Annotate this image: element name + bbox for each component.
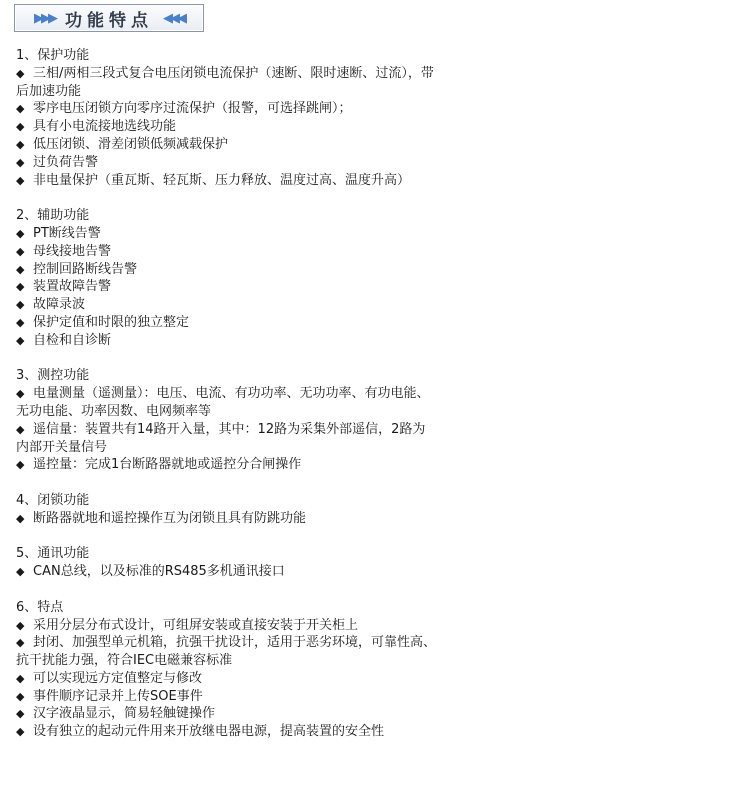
list-item-text: CAN总线，以及标准的RS485多机通讯接口	[33, 564, 285, 580]
list-item	[16, 563, 436, 581]
list-item	[16, 100, 436, 118]
list-item	[16, 670, 436, 688]
diamond-bullet-icon: ◆	[16, 387, 25, 401]
list-item-text: PT断线告警	[33, 225, 101, 241]
diamond-bullet-icon: ◆	[16, 262, 25, 276]
list-item-text: 母线接地告警	[33, 243, 112, 259]
list-item-text: 低压闭锁、滑差闭锁低频减载保护	[33, 136, 229, 152]
list-item	[16, 65, 436, 101]
diamond-bullet-icon: ◆	[16, 333, 25, 347]
feature-section	[16, 599, 436, 741]
feature-section	[16, 207, 436, 349]
feature-section	[16, 367, 436, 474]
list-item	[16, 617, 436, 635]
list-item-text: 具有小电流接地选线功能	[33, 119, 177, 135]
diamond-bullet-icon: ◆	[16, 315, 25, 329]
list-item-text: 装置故障告警	[33, 279, 112, 295]
diamond-bullet-icon: ◆	[16, 102, 25, 116]
diamond-bullet-icon: ◆	[16, 137, 25, 151]
list-item-text: 零序电压闭锁方向零序过流保护（报警，可选择跳闸）；	[33, 101, 352, 117]
list-item	[16, 243, 436, 261]
list-item	[16, 510, 436, 528]
section-title: 6、特点	[16, 599, 64, 615]
list-item-text: 三相/两相三段式复合电压闭锁电流保护（速断、限时速断、过流），带后加速功能	[16, 65, 434, 99]
diamond-bullet-icon: ◆	[16, 725, 25, 739]
list-item-text: 遥控量：完成1台断路器就地或遥控分合闸操作	[33, 457, 302, 473]
list-item-text: 自检和自诊断	[33, 332, 112, 348]
diamond-bullet-icon: ◆	[16, 511, 25, 525]
feature-section	[16, 492, 436, 528]
diamond-bullet-icon: ◆	[16, 618, 25, 632]
diamond-bullet-icon: ◆	[16, 458, 25, 472]
list-item-text: 故障录波	[33, 297, 86, 313]
list-item-text: 保护定值和时限的独立整定	[33, 314, 190, 330]
section-title: 2、辅助功能	[16, 208, 90, 224]
list-item-text: 可以实现远方定值整定与修改	[33, 670, 203, 686]
diamond-bullet-icon: ◆	[16, 422, 25, 436]
section-title: 1、保护功能	[16, 48, 90, 63]
diamond-bullet-icon: ◆	[16, 298, 25, 312]
list-item	[16, 172, 436, 190]
feature-list	[16, 47, 436, 759]
list-item	[16, 136, 436, 154]
diamond-bullet-icon: ◆	[16, 636, 25, 650]
list-item	[16, 261, 436, 279]
list-item	[16, 314, 436, 332]
banner-title: 功能特点	[65, 10, 153, 31]
diamond-bullet-icon: ◆	[16, 226, 25, 240]
diamond-bullet-icon: ◆	[16, 707, 25, 721]
diamond-bullet-icon: ◆	[16, 173, 25, 187]
list-item	[16, 296, 436, 314]
list-item	[16, 688, 436, 706]
diamond-bullet-icon: ◆	[16, 120, 25, 134]
list-item	[16, 705, 436, 723]
diamond-bullet-icon: ◆	[16, 689, 25, 703]
diamond-bullet-icon: ◆	[16, 155, 25, 169]
list-item-text: 过负荷告警	[33, 154, 99, 170]
list-item	[16, 421, 436, 457]
section-title: 4、闭锁功能	[16, 492, 90, 508]
left-arrows-icon: ◀◀◀	[163, 10, 184, 26]
list-item-text: 电量测量（遥测量）：电压、电流、有功功率、无功功率、有功电能、无功电能、功率因数、电网频率等	[16, 386, 430, 419]
list-item-text: 汉字液晶显示，简易轻触键操作	[33, 706, 216, 722]
list-item	[16, 385, 436, 421]
list-item	[16, 118, 436, 136]
list-item	[16, 456, 436, 474]
diamond-bullet-icon: ◆	[16, 280, 25, 294]
diamond-bullet-icon: ◆	[16, 565, 25, 579]
list-item-text: 事件顺序记录并上传SOE事件	[33, 688, 203, 704]
list-item-text: 控制回路断线告警	[33, 261, 138, 277]
list-item-text: 采用分层分布式设计，可组屏安装或直接安装于开关柜上	[33, 617, 359, 633]
diamond-bullet-icon: ◆	[16, 244, 25, 258]
list-item	[16, 154, 436, 172]
list-item-text: 非电量保护（重瓦斯、轻瓦斯、压力释放、温度过高、温度升高）	[33, 172, 411, 188]
list-item	[16, 634, 436, 670]
list-item-text: 断路器就地和遥控操作互为闭锁且具有防跳功能	[33, 510, 307, 526]
list-item-text: 设有独立的起动元件用来开放继电器电源，提高装置的安全性	[33, 724, 385, 740]
section-banner	[14, 4, 204, 32]
list-item	[16, 723, 436, 741]
section-title: 5、通讯功能	[16, 546, 90, 562]
right-arrows-icon: ▶▶▶	[34, 10, 55, 26]
list-item	[16, 278, 436, 296]
feature-section	[16, 545, 436, 581]
feature-section	[16, 47, 436, 189]
list-item-text: 封闭、加强型单元机箱，抗强干扰设计，适用于恶劣环境，可靠性高、抗干扰能力强，符合IEC电磁兼容标准	[16, 635, 437, 669]
section-title: 3、测控功能	[16, 368, 90, 384]
diamond-bullet-icon: ◆	[16, 671, 25, 685]
diamond-bullet-icon: ◆	[16, 66, 25, 80]
list-item-text: 遥信量：装置共有14路开入量，其中：12路为采集外部遥信，2路为内部开关量信号	[16, 421, 426, 455]
list-item	[16, 225, 436, 243]
list-item	[16, 332, 436, 350]
